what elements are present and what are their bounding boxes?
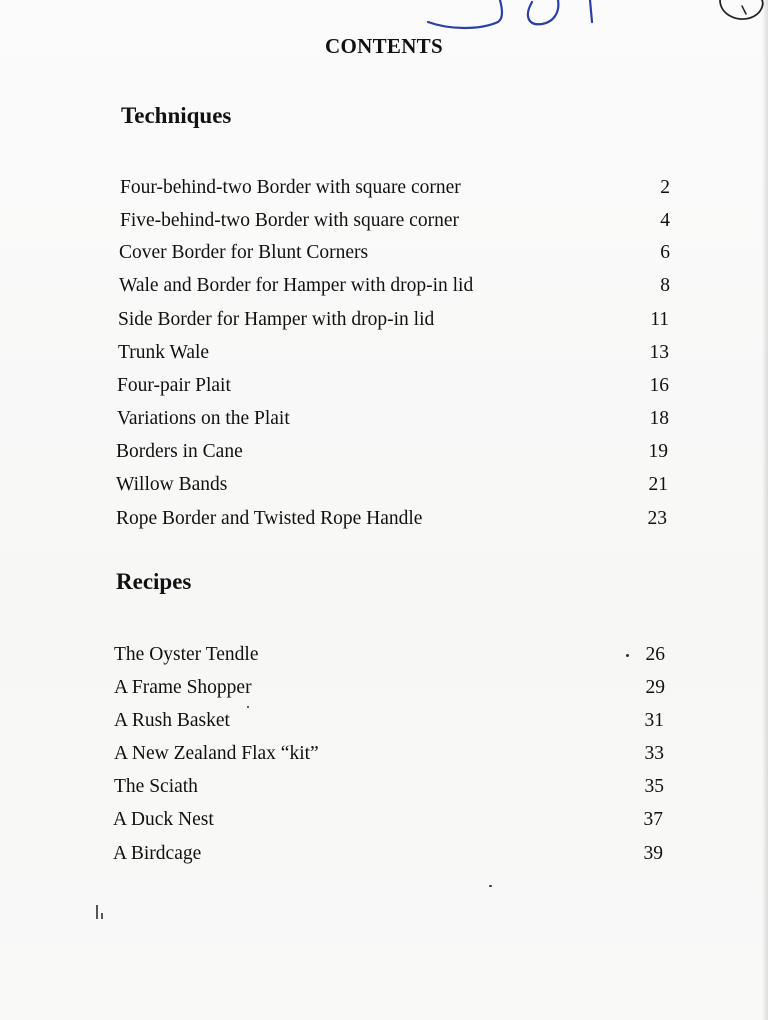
toc-entry: [116, 436, 668, 468]
toc-entry-page: 33: [644, 743, 664, 764]
toc-entry: [118, 337, 669, 369]
scan-dot: [626, 654, 629, 657]
toc-entry-title: Wale and Border for Hamper with drop-in lid: [119, 275, 474, 296]
toc-entry-page: 26: [645, 644, 665, 665]
scan-speck: [101, 913, 103, 919]
toc-entry-page: 37: [643, 809, 663, 830]
toc-entry-title: Five-behind-two Border with square corner: [120, 210, 459, 231]
toc-entry: [116, 469, 668, 501]
toc-entry-page: 39: [643, 843, 663, 864]
toc-entry-title: Four-pair Plait: [117, 375, 231, 396]
section-heading-recipes: Recipes: [116, 569, 192, 594]
toc-entry-page: 23: [647, 508, 667, 529]
toc-entry: [116, 503, 667, 535]
toc-entry: [120, 205, 670, 237]
toc-entry-title: Borders in Cane: [116, 441, 243, 462]
toc-entry-page: 2: [660, 177, 670, 198]
toc-entry-page: 11: [650, 309, 669, 330]
toc-entry-title: A Frame Shopper: [114, 677, 252, 698]
toc-entry: [114, 672, 665, 704]
toc-entry: [114, 771, 664, 803]
toc-entry-page: 4: [660, 210, 670, 231]
toc-entry: [114, 738, 664, 770]
toc-entry-title: Four-behind-two Border with square corner: [120, 177, 461, 198]
toc-entry-title: A Rush Basket: [114, 710, 230, 731]
page-edge-shadow: [762, 0, 768, 1020]
toc-entry: [119, 270, 670, 302]
toc-entry-page: 18: [649, 408, 669, 429]
toc-entry: [120, 172, 670, 204]
toc-entry: [119, 237, 670, 269]
scan-dot: [489, 885, 492, 887]
toc-entry-title: Cover Border for Blunt Corners: [119, 242, 369, 263]
toc-entry-title: The Oyster Tendle: [114, 644, 259, 665]
toc-entry: [117, 403, 669, 435]
toc-entry-page: 29: [645, 677, 665, 698]
section-heading-techniques: Techniques: [121, 103, 232, 128]
scan-dot: [247, 706, 249, 708]
toc-entry-page: 35: [644, 776, 664, 797]
scan-speck: [96, 905, 98, 919]
toc-entry: [113, 838, 663, 870]
toc-entry: [114, 705, 664, 737]
toc-entry-title: A Duck Nest: [113, 809, 214, 830]
toc-entry-title: A Birdcage: [113, 843, 202, 864]
toc-entry-title: Variations on the Plait: [117, 408, 290, 429]
toc-entry-title: A New Zealand Flax “kit”: [114, 743, 319, 764]
toc-entry-title: Willow Bands: [116, 474, 228, 495]
toc-entry-page: 6: [660, 242, 670, 263]
toc-entry-title: The Sciath: [114, 776, 198, 797]
toc-entry-page: 19: [648, 441, 668, 462]
toc-entry-title: Side Border for Hamper with drop-in lid: [118, 309, 435, 330]
toc-entry: [118, 304, 669, 336]
toc-entry-title: Rope Border and Twisted Rope Handle: [116, 508, 423, 529]
toc-entry-page: 13: [649, 342, 669, 363]
toc-entry-title: Trunk Wale: [118, 342, 210, 363]
toc-entry-page: 8: [660, 275, 670, 296]
toc-entry-page: 31: [644, 710, 664, 731]
toc-entry: [117, 370, 669, 402]
page-title: CONTENTS: [325, 34, 443, 58]
toc-entry: [114, 639, 665, 671]
toc-entry-page: 21: [648, 474, 668, 495]
toc-entry: [113, 804, 663, 836]
toc-entry-page: 16: [649, 375, 669, 396]
